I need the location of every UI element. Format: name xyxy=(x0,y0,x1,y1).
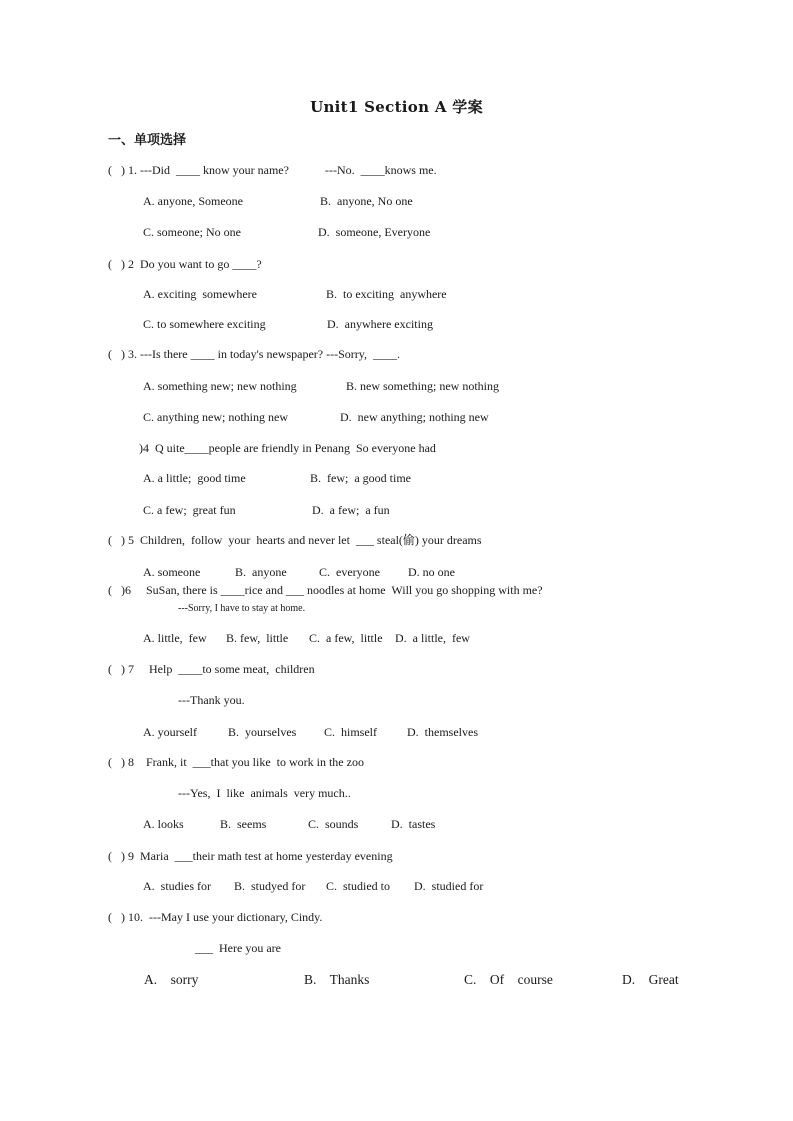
question-4-stem: )4 Q uite____people are friendly in Penang So everyone had xyxy=(139,441,436,455)
question-5-option-b: B. anyone xyxy=(235,565,287,579)
question-6-stem: ( )6 SuSan, there is ____rice and ___ noodles at home Will you go shopping with me? xyxy=(108,583,543,597)
question-6-option-a: A. little, few xyxy=(143,631,207,645)
question-7-option-c: C. himself xyxy=(324,725,377,739)
question-9-option-a: A. studies for xyxy=(143,879,211,893)
page-title: Unit1 Section A 学案 xyxy=(310,98,483,116)
question-8-response: ---Yes, I like animals very much.. xyxy=(178,786,351,800)
question-4-option-a: A. a little; good time xyxy=(143,471,246,485)
question-5-option-a: A. someone xyxy=(143,565,201,579)
question-10-option-c: C. Of course xyxy=(464,972,553,987)
question-9-option-d: D. studied for xyxy=(414,879,484,893)
question-10-option-d: D. Great xyxy=(622,972,679,987)
question-1-option-c: C. someone; No one xyxy=(143,225,241,239)
question-2-option-d: D. anywhere exciting xyxy=(327,317,433,331)
question-7-option-a: A. yourself xyxy=(143,725,197,739)
question-7-stem: ( ) 7 Help ____to some meat, children xyxy=(108,662,315,676)
question-2-option-c: C. to somewhere exciting xyxy=(143,317,266,331)
section-heading: 一、单项选择 xyxy=(108,133,187,148)
question-3-stem: ( ) 3. ---Is there ____ in today's newspaper? ---Sorry, ____. xyxy=(108,347,400,361)
question-10-stem: ( ) 10. ---May I use your dictionary, Cindy. xyxy=(108,910,323,924)
question-6-response: ---Sorry, I have to stay at home. xyxy=(178,603,306,614)
question-3-option-b: B. new something; new nothing xyxy=(346,379,499,393)
question-8-option-d: D. tastes xyxy=(391,817,436,831)
question-3-option-d: D. new anything; nothing new xyxy=(340,410,489,424)
question-8-option-a: A. looks xyxy=(143,817,184,831)
question-5-stem: ( ) 5 Children, follow your hearts and never let ___ steal(偷) your dreams xyxy=(108,533,482,547)
question-8-stem: ( ) 8 Frank, it ___that you like to work in the zoo xyxy=(108,755,364,769)
question-9-option-c: C. studied to xyxy=(326,879,391,893)
question-3-option-a: A. something new; new nothing xyxy=(143,379,297,393)
question-10-option-a: A. sorry xyxy=(144,972,199,987)
question-7-response: ---Thank you. xyxy=(178,693,245,707)
question-7-option-d: D. themselves xyxy=(407,725,478,739)
question-10-option-b: B. Thanks xyxy=(304,972,370,987)
question-8-option-c: C. sounds xyxy=(308,817,359,831)
question-1-stem: ( ) 1. ---Did ____ know your name? ---No. ____knows me. xyxy=(108,163,437,177)
question-7-option-b: B. yourselves xyxy=(228,725,297,739)
question-8-option-b: B. seems xyxy=(220,817,267,831)
question-9-option-b: B. studyed for xyxy=(234,879,306,893)
question-4-option-d: D. a few; a fun xyxy=(312,503,390,517)
question-5-option-d: D. no one xyxy=(408,565,455,579)
question-2-option-b: B. to exciting anywhere xyxy=(326,287,447,301)
question-4-option-b: B. few; a good time xyxy=(310,471,411,485)
question-6-option-d: D. a little, few xyxy=(395,631,470,645)
question-4-option-c: C. a few; great fun xyxy=(143,503,236,517)
question-2-stem: ( ) 2 Do you want to go ____? xyxy=(108,257,262,271)
question-3-option-c: C. anything new; nothing new xyxy=(143,410,288,424)
question-1-option-a: A. anyone, Someone xyxy=(143,194,243,208)
question-1-option-b: B. anyone, No one xyxy=(320,194,413,208)
question-9-stem: ( ) 9 Maria ___their math test at home yesterday evening xyxy=(108,849,393,863)
question-10-response: ___ Here you are xyxy=(195,941,281,955)
question-6-option-c: C. a few, little xyxy=(309,631,383,645)
question-1-option-d: D. someone, Everyone xyxy=(318,225,431,239)
question-2-option-a: A. exciting somewhere xyxy=(143,287,257,301)
question-6-option-b: B. few, little xyxy=(226,631,289,645)
question-5-option-c: C. everyone xyxy=(319,565,380,579)
